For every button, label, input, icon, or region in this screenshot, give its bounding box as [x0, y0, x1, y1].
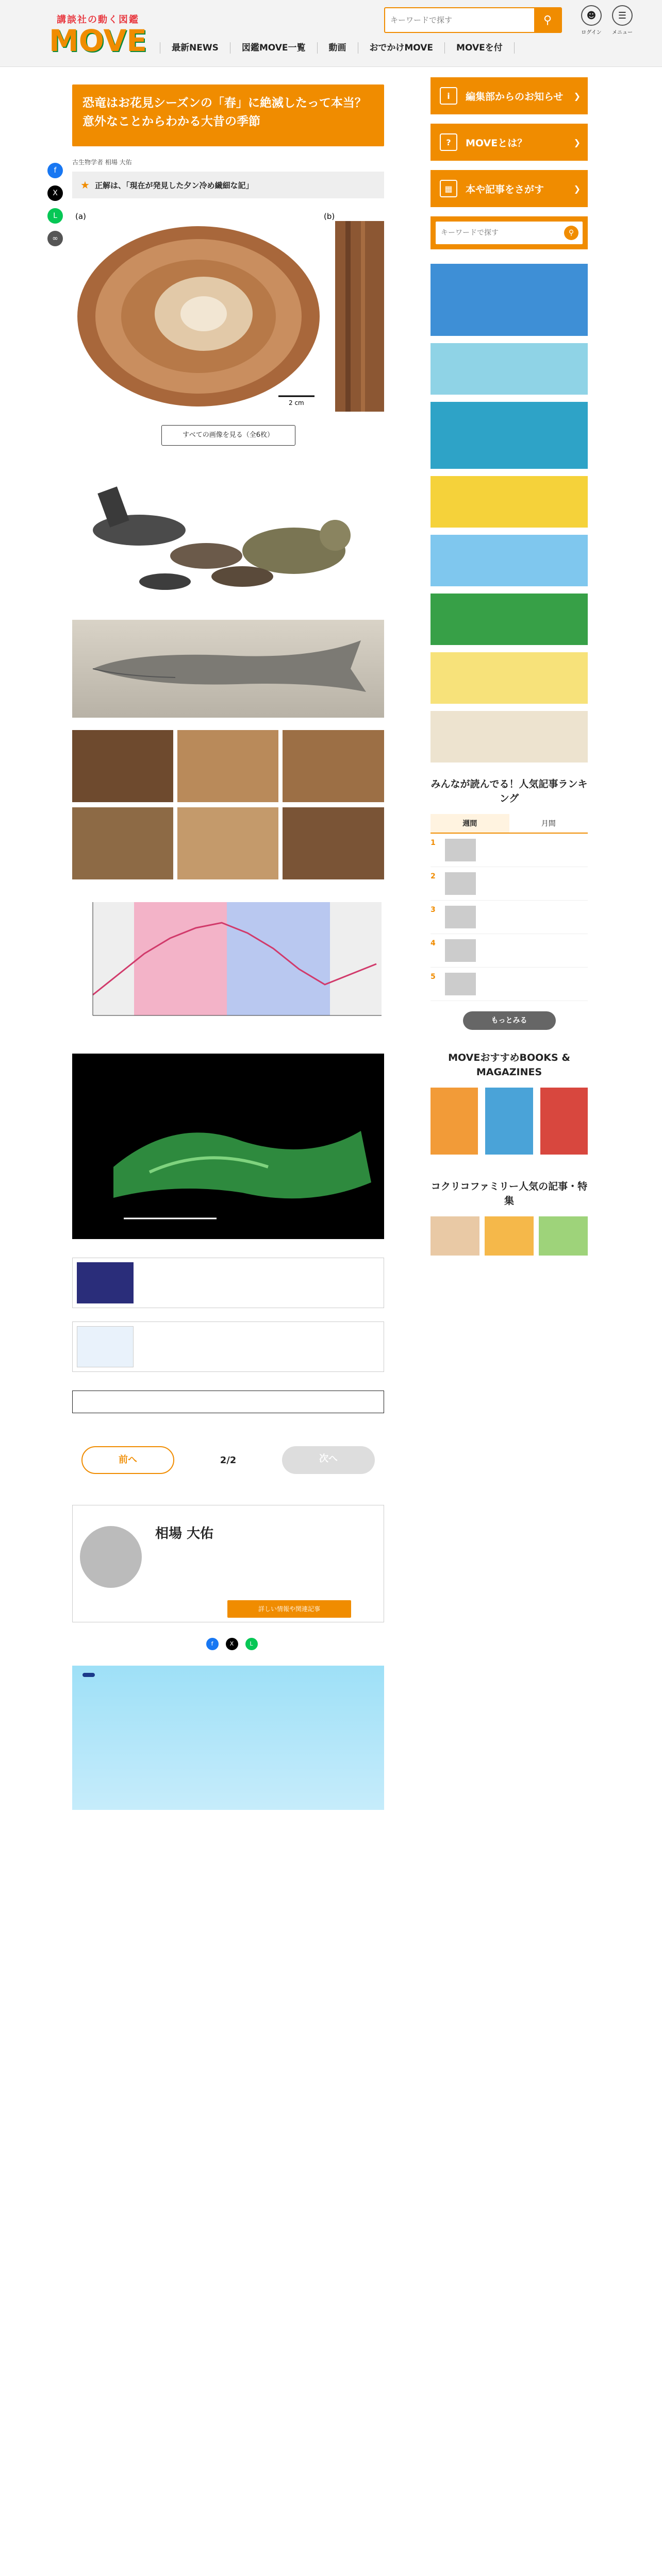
scale-label: 2 cm [289, 399, 304, 406]
figure-sturgeon[interactable] [72, 620, 384, 718]
books-section [431, 1050, 588, 1159]
ranking-more-button[interactable]: もっとみる [463, 1011, 556, 1030]
info-icon: i [440, 87, 457, 105]
book-item[interactable] [485, 1088, 533, 1159]
link-icon[interactable]: ∞ [47, 231, 63, 246]
ranking-section [431, 777, 588, 1030]
rank-thumbnail [445, 839, 476, 861]
rank-number: 3 [431, 906, 436, 914]
sidebar-banner[interactable] [431, 402, 588, 469]
family-thumbnail [485, 1216, 534, 1256]
sturgeon-photo [72, 620, 384, 718]
lead-text: 正解は、「現在が発見した夕ン冷め繊細な記」 [94, 180, 254, 190]
news-button[interactable] [431, 77, 588, 114]
figure-dinosaurs[interactable] [72, 458, 384, 607]
header-search [384, 7, 562, 33]
site-header [0, 0, 662, 67]
figure-label: (b) [324, 212, 335, 221]
bottom-banner[interactable] [72, 1666, 384, 1810]
article-title: 恐竜はお花見シーズンの「春」に絶滅したって本当？ 意外なことからわかる大昔の季節 [82, 96, 378, 128]
rank-number: 5 [431, 973, 436, 981]
bone-photos [72, 730, 384, 879]
header-search-input[interactable] [390, 13, 529, 27]
search-icon[interactable]: ⚲ [534, 8, 561, 32]
book-icon: ▦ [440, 180, 457, 197]
article-body [72, 211, 384, 1810]
lead-box [72, 172, 384, 198]
ranking-item[interactable] [431, 934, 588, 968]
search-icon[interactable]: ⚲ [564, 226, 578, 240]
sidebar-banner[interactable] [431, 264, 588, 336]
menu-icon: ☰ [612, 5, 633, 26]
family-heading: コクリコファミリー人気の記事・特集 [431, 1181, 588, 1207]
login-label: ログイン [581, 30, 602, 36]
login-button[interactable] [580, 5, 603, 36]
chevron-right-icon: ❯ [573, 91, 581, 101]
figure-fish-bones[interactable] [72, 730, 384, 879]
pagination [72, 1446, 384, 1474]
sidebar-search [431, 216, 588, 249]
site-logo[interactable] [36, 6, 160, 62]
news-label: 編集部からのお知らせ [466, 91, 564, 103]
question-icon: ? [440, 133, 457, 151]
author-box [72, 1505, 384, 1622]
sidebar-banner[interactable] [431, 535, 588, 586]
promo-card[interactable] [72, 1258, 384, 1308]
family-item[interactable] [431, 1216, 479, 1259]
rank-thumbnail [445, 939, 476, 962]
book-item[interactable] [540, 1088, 588, 1159]
x-icon[interactable]: X [47, 185, 63, 201]
find-label: 本や記事をさがす [466, 183, 544, 195]
nav-zukan[interactable]: 図鑑MOVE一覧 [230, 42, 318, 54]
book-cover [431, 1088, 478, 1155]
menu-button[interactable] [610, 5, 634, 36]
menu-label: メニュー [612, 30, 633, 36]
author-name: 相場 大佑 [155, 1526, 214, 1541]
family-item[interactable] [485, 1216, 534, 1259]
dinosaur-illustration [72, 458, 384, 607]
promo-thumbnail [77, 1326, 134, 1367]
ranking-heading: みんなが読んでる！人気記事ランキング [431, 778, 588, 804]
rank-number: 4 [431, 939, 436, 947]
facebook-icon[interactable]: f [206, 1638, 219, 1650]
find-button[interactable] [431, 170, 588, 207]
facebook-icon[interactable]: f [47, 163, 63, 178]
ranking-item[interactable] [431, 867, 588, 901]
rank-thumbnail [445, 973, 476, 995]
avatar [80, 1526, 142, 1588]
line-icon[interactable]: L [245, 1638, 258, 1650]
author-line[interactable]: 古生物学者 相場 大佑 [72, 159, 132, 166]
nav-news[interactable]: 最新NEWS [160, 42, 230, 54]
tab-weekly[interactable]: 週間 [431, 814, 509, 833]
figure-isotope-chart[interactable] [72, 892, 384, 1041]
book-item[interactable] [431, 1088, 478, 1159]
sidebar-banner[interactable] [431, 711, 588, 762]
share-vertical [47, 163, 63, 246]
nav-video[interactable]: 動画 [318, 42, 358, 54]
sidebar-banner[interactable] [431, 594, 588, 645]
isotope-chart-image [72, 892, 384, 1041]
sidebar-search-input[interactable] [441, 227, 554, 239]
rank-thumbnail [445, 872, 476, 895]
family-item[interactable] [539, 1216, 588, 1259]
book-cover [540, 1088, 588, 1155]
tree-ring-image [72, 211, 384, 412]
books-heading: MOVEおすすめBOOKS & MAGAZINES [448, 1052, 570, 1078]
next-page-button[interactable]: 次へ [282, 1446, 375, 1474]
promo-card[interactable] [72, 1321, 384, 1372]
sidebar [431, 77, 588, 1259]
article-header [72, 84, 384, 146]
logo-subtitle: 講談社の動く図鑑 [57, 14, 139, 25]
chevron-right-icon: ❯ [573, 183, 581, 194]
page-indicator: 2/2 [220, 1454, 237, 1466]
article-main [72, 77, 384, 1810]
chevron-right-icon: ❯ [573, 137, 581, 147]
banner-small [82, 1673, 95, 1677]
share-row [72, 1638, 384, 1650]
rank-number: 2 [431, 872, 436, 880]
scan-render-image [72, 1054, 384, 1239]
ranking-item[interactable] [431, 834, 588, 867]
line-icon[interactable]: L [47, 208, 63, 224]
rank-number: 1 [431, 839, 436, 847]
tab-monthly[interactable]: 月間 [541, 820, 556, 828]
family-section [431, 1179, 588, 1259]
book-cover [485, 1088, 533, 1155]
figure-3d-scan[interactable] [72, 1054, 384, 1239]
all-images-button[interactable]: すべての画像を見る（全6枚） [161, 425, 295, 446]
promo-thumbnail [77, 1262, 134, 1303]
ranking-item[interactable] [431, 968, 588, 1001]
nav-odekake[interactable]: おでかけMOVE [358, 42, 445, 54]
x-icon[interactable]: X [226, 1638, 238, 1650]
figure-label: (a) [75, 212, 86, 221]
about-button[interactable] [431, 124, 588, 161]
article-meta [72, 158, 384, 166]
logo-title: MOVE [49, 23, 147, 58]
sidebar-banner[interactable] [431, 652, 588, 704]
family-thumbnail [431, 1216, 479, 1256]
ranking-tabs [431, 814, 588, 834]
prev-page-button[interactable]: 前へ [81, 1446, 174, 1474]
ranking-item[interactable] [431, 901, 588, 934]
user-icon: ☻ [581, 5, 602, 26]
read-more-button[interactable] [72, 1391, 384, 1413]
family-thumbnail [539, 1216, 588, 1256]
sidebar-banner[interactable] [431, 343, 588, 395]
about-label: MOVEとは？ [466, 137, 527, 149]
figure-tree-rings[interactable] [72, 211, 384, 412]
bulb-icon: ★ [80, 179, 90, 191]
sidebar-banner[interactable] [431, 476, 588, 528]
rank-thumbnail [445, 906, 476, 928]
nav-fun[interactable]: MOVEを付 [445, 42, 515, 54]
author-link-button[interactable]: 詳しい情報や関連記事 [227, 1600, 351, 1618]
top-nav [160, 42, 515, 54]
